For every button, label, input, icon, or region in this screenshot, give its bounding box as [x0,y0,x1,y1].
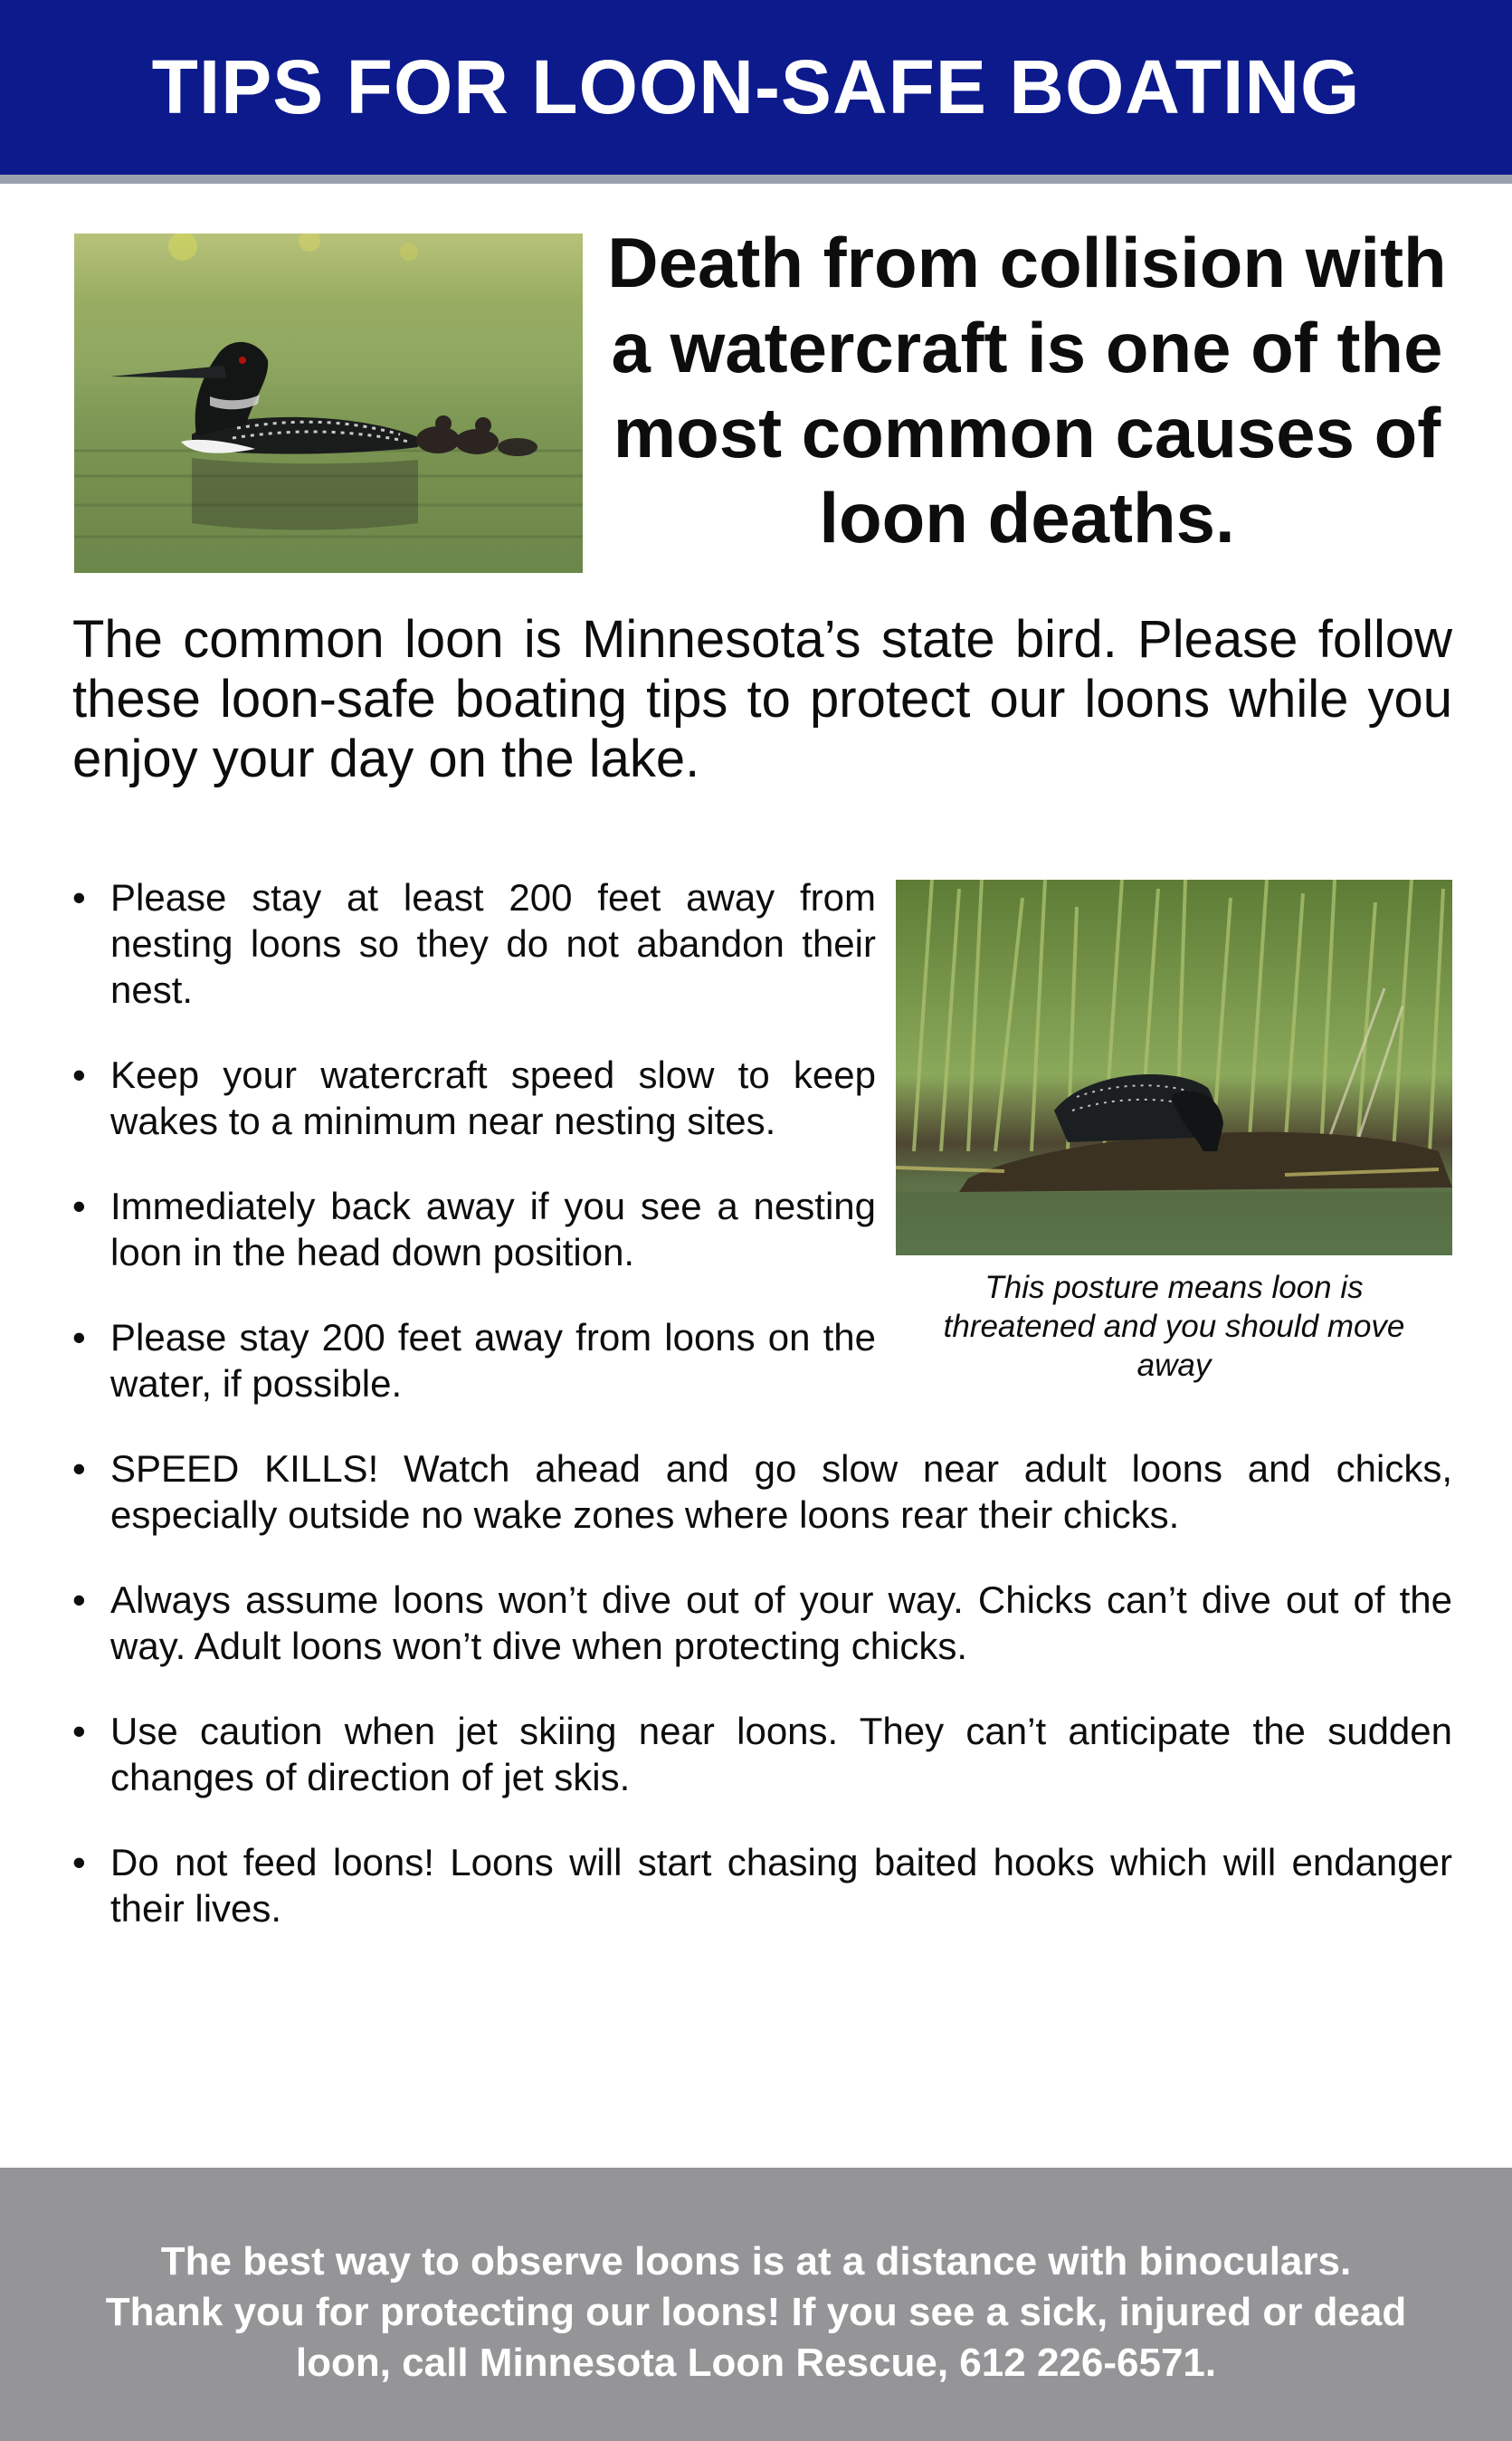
tip-item: • Use caution when jet skiing near loons. They can’t anticipate the sudden changes of direction of jet skis. [72,1708,1452,1800]
loon-with-chicks-illustration [74,234,583,573]
tip-item: • Immediately back away if you see a nesting loon in the head down position. [72,1183,876,1275]
header-banner [0,0,1512,184]
page-title: TIPS FOR LOON-SAFE BOATING [151,44,1361,129]
loon-with-chicks-photo [74,234,583,573]
tip-item: • SPEED KILLS! Watch ahead and go slow near adult loons and chicks, especially outside no wake zones where loons rear their chicks. [72,1445,1452,1538]
tip-item: • Always assume loons won’t dive out of your way. Chicks can’t dive out of the way. Adult loons won’t dive when protecting chicks. [72,1577,1452,1669]
tip-item: • Please stay at least 200 feet away from nesting loons so they do not abandon their nest. [72,874,876,1013]
footer-message: The best way to observe loons is at a distance with binoculars. Thank you for protecting our loons! If you see a sick, injured or dead loon, call Minnesota Loon Rescue, 612 226-6571. [105,2239,1407,2385]
photo-caption: This posture means loon is threatened and you should move away [943,1270,1405,1383]
headline: Death from collision with a watercraft is one of the most common causes of loon deaths. [607,223,1447,558]
nesting-loon-illustration [896,880,1452,1255]
nesting-loon-photo [896,880,1452,1255]
tip-item: • Keep your watercraft speed slow to keep wakes to a minimum near nesting sites. [72,1052,876,1144]
footer-banner [0,2168,1512,2441]
intro-paragraph: The common loon is Minnesota’s state bird. Please follow these loon-safe boating tips to protect our loons while you enjoy your day on the lake. [72,610,1452,788]
tip-item: • Do not feed loons! Loons will start chasing baited hooks which will endanger their lives. [72,1839,1452,1931]
tip-item: • Please stay 200 feet away from loons on the water, if possible. [72,1314,876,1406]
